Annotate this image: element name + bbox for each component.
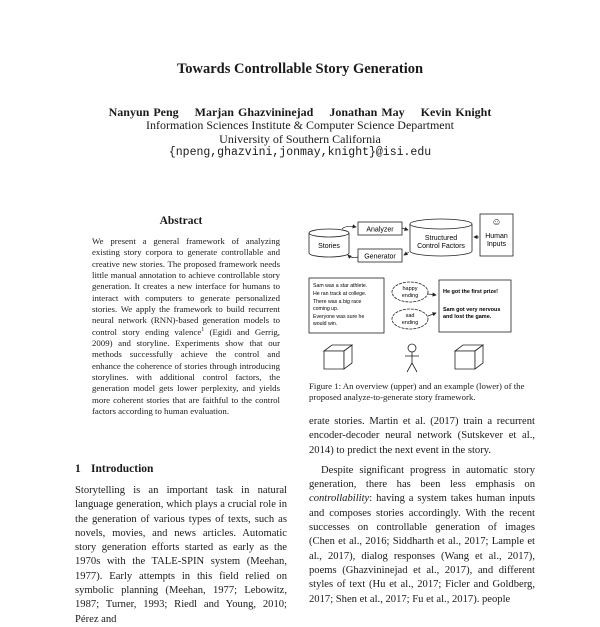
figure-1-caption: Figure 1: An overview (upper) and an example (lower) of the proposed analyze-to-generate story framework. xyxy=(309,381,525,403)
author-email: {npeng,ghazvini,jonmay,knight}@isi.edu xyxy=(168,146,432,159)
right-column-text xyxy=(309,415,535,607)
sad-ending-cloud xyxy=(392,309,428,329)
story-line-6: would win. xyxy=(313,321,338,327)
section-title: Introduction xyxy=(91,463,154,475)
arrow-sad-to-result xyxy=(428,313,436,316)
story-line-4: coming up. xyxy=(313,306,339,312)
happy-ending-cloud xyxy=(392,282,428,302)
happy-result-text: He got the first prize! xyxy=(443,289,499,295)
generator-label: Generator xyxy=(364,253,396,261)
section-number: 1 xyxy=(75,463,81,475)
story-line-1: Sam was a star athlete. xyxy=(313,283,368,289)
story-line-5: Everyone was sure he xyxy=(313,314,365,320)
story-line-2: He ran track at college. xyxy=(313,291,367,297)
stories-label: Stories xyxy=(318,243,340,250)
author-list: Nanyun Peng Marjan Ghazvininejad Jonathan May Kevin Knight xyxy=(108,105,492,119)
sad-result-line-2: and lost the game. xyxy=(443,314,492,320)
affiliation-line-1: Information Sciences Institute & Computer Science Department xyxy=(146,118,454,132)
right-paragraph-2-part-2: : having a system takes human inputs and composes stories accordingly. With the recent successes on controllable generation of images (Chen et al., 2016; Siddharth et al., 2017; Lample et al., 2017), dialog responses (Wang et al., 2017), poems (Ghazvininejad et al., 2017), and different styles of text (Hu et al., 2017; Ficler and Goldberg, 2017; Shen et al., 2017; Fu et al., 2017). people xyxy=(309,493,535,605)
happy-label-1: happy xyxy=(402,286,418,292)
arrow-generator-to-stories xyxy=(348,255,358,258)
section-heading-introduction xyxy=(75,463,153,475)
smiley-icon: ☺ xyxy=(491,217,502,228)
human-label-1: Human xyxy=(485,233,508,240)
right-paragraph-1: erate stories. Martin et al. (2017) train a recurrent encoder-decoder neural network (Sutskever et al., 2014) to predict the next event in the story. xyxy=(309,416,535,456)
arrow-factors-to-generator xyxy=(404,252,409,255)
abstract-text xyxy=(92,236,280,418)
result-box xyxy=(439,280,511,332)
person-icon xyxy=(405,344,419,372)
arrow-analyzer-to-factors xyxy=(402,228,408,230)
abstract-text-part-2: (Egidi and Gerrig, 2009) and storyline. Experiments show that our methods successfully achieve the control and enhance the coherence of stories through introducing storylines. with additional control factors, the generation model gets lower perplexity, and yields more coherent stories that are faithful to the control factors according to human evaluation. xyxy=(92,326,280,417)
analyzer-label: Analyzer xyxy=(366,226,394,234)
introduction-text: Storytelling is an important task in natural language generation, which plays a crucial role in the generation of various types of texts, such as novels, movies, and news articles. Automatic story generation efforts started as early as the 1970s with the TALE-SPIN system (Meehan, 1977). Early attempts in this field relied on symbolic planning (Meehan, 1977; Lebowitz, 1987; Turner, 1993; Riedl and Young, 2010; Pérez and xyxy=(75,485,287,625)
computer-icon-left xyxy=(324,345,352,369)
sad-label-2: ending xyxy=(401,320,419,326)
sad-label-1: sad xyxy=(405,313,415,319)
arrow-happy-to-result xyxy=(428,294,436,295)
arrow-stories-to-analyzer xyxy=(342,226,356,229)
human-label-2: Inputs xyxy=(486,241,507,248)
sad-result-line-1: Sam got very nervous xyxy=(443,307,501,313)
abstract-text-part-1: We present a general framework of analyzing existing story corpora to generate controllable and creative new stories. The proposed framework needs little manual annotation to achieve controllable story generation. It creates a new interface for humans to interact with computers to generate personalized stories. We apply the framework to build recurrent neural network (RNN)-based generation models to control story ending valence xyxy=(92,236,280,337)
figure-1-diagram xyxy=(302,205,542,377)
right-paragraph-2-part-1: Despite significant progress in automatic story generation, there has been less emphasis on xyxy=(309,464,535,491)
affiliation-line-2: University of Southern California xyxy=(219,132,381,146)
computer-icon-right xyxy=(455,345,483,369)
footnote-mark: 1 xyxy=(201,326,205,333)
story-line-3: There was a big race xyxy=(313,299,362,305)
abstract-heading: Abstract xyxy=(159,215,203,227)
structured-label-2: Control Factors xyxy=(417,243,465,250)
structured-label-1: Structured xyxy=(424,235,458,242)
controllability-term: controllability xyxy=(309,493,370,505)
paper-title: Towards Controllable Story Generation xyxy=(176,61,424,77)
right-paragraph-2 xyxy=(309,464,535,607)
happy-label-2: ending xyxy=(401,293,419,299)
